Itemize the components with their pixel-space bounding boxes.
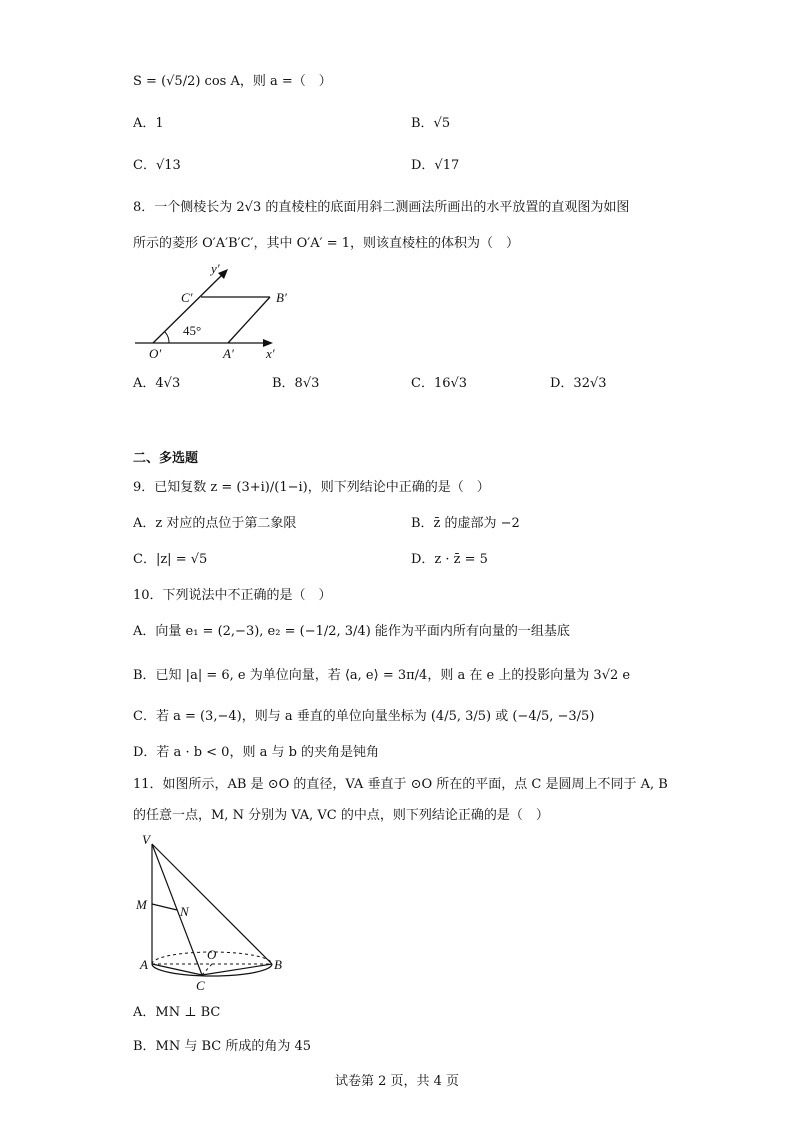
q8-option-b: B．8√3 [272,376,320,391]
q10-option-d: D．若 a · b < 0，则 a 与 b 的夹角是钝角 [133,745,380,760]
fig8-label-y: y′ [211,261,220,276]
q7-option-c: C．√13 [133,158,181,173]
q7-condition: S = (√5/2) cos A，则 a =（ ） [133,74,332,89]
q10-option-c: C．若 a = (3,−4)，则与 a 垂直的单位向量坐标为 (4/5, 3/5) 或 (−4/5, −3/5) [133,709,595,724]
q8-stem-line1: 8．一个侧棱长为 2√3 的直棱柱的底面用斜二测画法所画出的水平放置的直观图为如图 [133,200,630,215]
q9-option-d: D．z · z̄ = 5 [411,552,488,567]
fig11-label-o: O [207,947,217,962]
fig11-label-b: B [274,957,282,972]
q11-cone-figure [130,832,300,997]
fig8-label-b: B′ [276,290,287,305]
q10-option-a: A．向量 e₁ = (2,−3), e₂ = (−1/2, 3/4) 能作为平面内所有向量的一组基底 [133,624,570,639]
q7-option-d: D．√17 [411,158,460,173]
q8-rhombus-figure [125,258,290,363]
q8-option-c: C．16√3 [411,376,468,391]
q11-option-a: A．MN ⊥ BC [133,1005,221,1020]
q8-option-a: A．4√3 [133,376,181,391]
q9-option-a: A．z 对应的点位于第二象限 [133,516,297,531]
fig11-label-m: M [136,897,147,912]
q8-option-d: D．32√3 [550,376,607,391]
q11-option-b: B．MN 与 BC 所成的角为 45 [133,1039,312,1054]
q7-option-a: A．1 [133,116,164,131]
q9-option-b: B．z̄ 的虚部为 −2 [411,516,520,531]
q10-option-b: B．已知 |a| = 6, e 为单位向量，若 ⟨a, e⟩ = 3π/4，则 a 在 e 上的投影向量为 3√2 e [133,668,631,683]
q7-option-b: B．√5 [411,116,451,131]
fig11-label-c: C [196,978,205,993]
q10-stem: 10．下列说法中不正确的是（ ） [133,588,332,603]
fig11-label-a: A [140,957,148,972]
q11-stem-line1: 11．如图所示，AB 是 ⊙O 的直径，VA 垂直于 ⊙O 所在的平面，点 C 是圆周上不同于 A, B [133,777,668,792]
fig8-label-o: O′ [149,346,162,361]
page-footer: 试卷第 2 页，共 4 页 [334,1074,460,1089]
fig8-label-angle: 45° [183,323,202,338]
fig8-label-a: A′ [223,346,234,361]
fig8-label-x: x′ [266,346,275,361]
q11-stem-line2: 的任意一点，M, N 分别为 VA, VC 的中点，则下列结论正确的是（ ） [133,808,549,823]
q8-stem-line2: 所示的菱形 O′A′B′C′，其中 O′A′ = 1，则该直棱柱的体积为（ ） [133,236,519,251]
fig8-label-c: C′ [181,290,193,305]
fig11-label-n: N [180,904,189,919]
fig11-label-v: V [142,832,150,847]
section-title: 二、多选题 [133,450,199,465]
q9-option-c: C．|z| = √5 [133,552,208,567]
q9-stem: 9．已知复数 z = (3+i)/(1−i)，则下列结论中正确的是（ ） [133,480,490,495]
